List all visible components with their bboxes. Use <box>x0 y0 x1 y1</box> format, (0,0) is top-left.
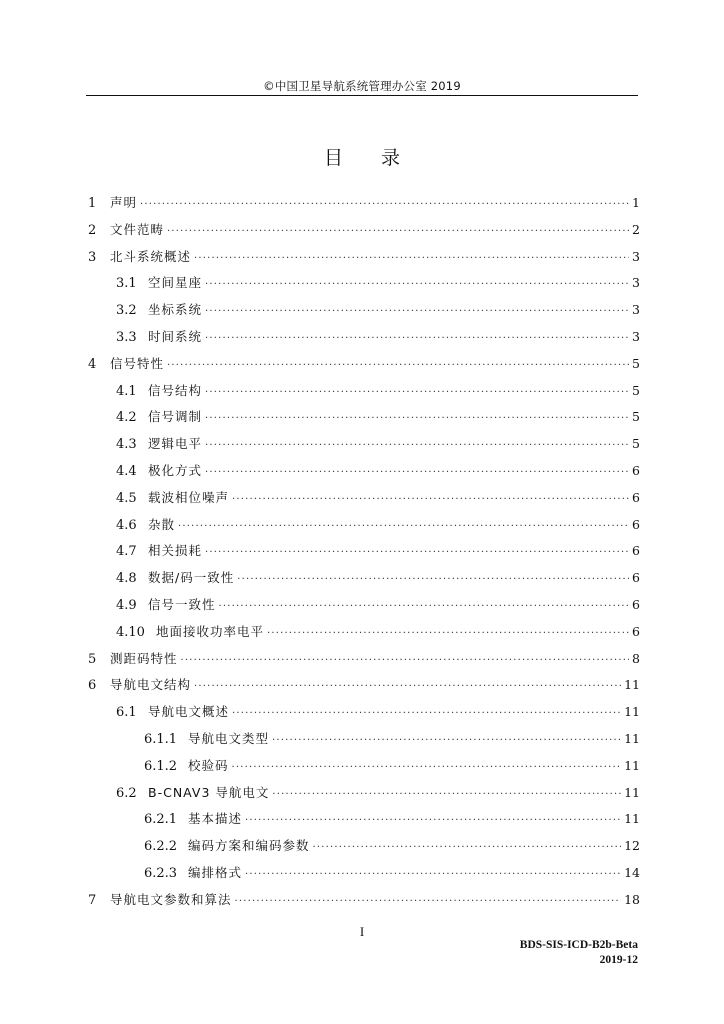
toc-entry-title: 载波相位噪声 <box>148 489 230 505</box>
toc-dot-leader <box>219 594 630 621</box>
toc-entry-title: 相关损耗 <box>148 543 203 559</box>
toc-entry[interactable] <box>88 244 640 271</box>
toc-entry-title: 逻辑电平 <box>148 436 203 452</box>
toc-entry-page: 6 <box>632 462 640 478</box>
header-divider <box>86 95 638 96</box>
toc-entry-number: 4.5 <box>116 490 137 506</box>
toc-entry[interactable] <box>88 270 640 297</box>
toc-entry-title: 北斗系统概述 <box>110 248 192 264</box>
toc-entry-page: 6 <box>632 570 640 586</box>
toc-entry-title: 地面接收功率电平 <box>156 623 265 639</box>
toc-entry-title: 基本描述 <box>188 811 243 827</box>
toc-entry-number: 6.1.2 <box>144 758 178 774</box>
toc-dot-leader <box>194 674 621 701</box>
toc-entry-page: 11 <box>624 677 640 693</box>
toc-entry-page: 12 <box>624 838 640 854</box>
toc-entry-page: 11 <box>624 730 640 746</box>
toc-entry-title: 导航电文结构 <box>110 677 192 693</box>
toc-entry[interactable] <box>88 860 640 887</box>
toc-dot-leader <box>205 433 629 460</box>
toc-entry-title: 信号调制 <box>148 409 203 425</box>
toc-entry-number: 4.8 <box>116 571 137 587</box>
toc-entry-number: 6.2.1 <box>144 812 178 828</box>
toc-entry[interactable] <box>88 726 640 753</box>
toc-dot-leader <box>205 460 629 487</box>
toc-entry-title: 测距码特性 <box>110 650 178 666</box>
toc-entry-title: 声明 <box>110 195 138 210</box>
toc-entry[interactable] <box>88 297 640 324</box>
toc-entry[interactable] <box>88 833 640 860</box>
toc-entry-title: 极化方式 <box>148 462 203 478</box>
toc-entry-page: 1 <box>632 195 640 210</box>
toc-entry-page: 6 <box>632 596 640 612</box>
toc-entry-page: 3 <box>632 328 640 344</box>
toc-entry-title: 数据/码一致性 <box>148 570 235 586</box>
toc-dot-leader <box>178 514 629 541</box>
toc-dot-leader <box>194 246 629 273</box>
toc-entry-page: 14 <box>624 864 640 880</box>
toc-dot-leader <box>205 326 629 353</box>
toc-entry-page: 18 <box>624 891 640 907</box>
toc-entry[interactable] <box>88 538 640 565</box>
toc-dot-leader <box>181 648 630 675</box>
toc-title: 目 录 <box>323 147 417 169</box>
toc-entry-number: 1 <box>88 196 97 211</box>
toc-entry-page: 11 <box>624 784 640 800</box>
toc-entry-page: 5 <box>632 355 640 371</box>
toc-entry-title: 空间星座 <box>148 275 203 291</box>
toc-dot-leader <box>205 299 629 326</box>
toc-entry-title: 导航电文类型 <box>188 730 270 746</box>
toc-entry-title: 导航电文参数和算法 <box>110 891 232 907</box>
toc-dot-leader <box>272 782 621 809</box>
toc-dot-leader <box>267 621 629 648</box>
toc-entry[interactable] <box>88 351 640 378</box>
toc-entry-title: 导航电文概述 <box>148 704 230 720</box>
toc-dot-leader <box>205 540 629 567</box>
toc-entry[interactable] <box>88 217 640 244</box>
toc-entry-title: 信号一致性 <box>148 596 216 612</box>
toc-entry-number: 4.1 <box>116 383 137 399</box>
toc-entry[interactable] <box>88 672 640 699</box>
toc-entry[interactable] <box>88 190 640 217</box>
toc-entry-page: 6 <box>632 516 640 532</box>
toc-entry[interactable] <box>88 431 640 458</box>
toc-entry-number: 4.6 <box>116 517 137 533</box>
toc-entry[interactable] <box>88 565 640 592</box>
toc-dot-leader <box>205 406 629 433</box>
toc-entry-number: 4 <box>88 356 97 372</box>
toc-entry-number: 6.1 <box>116 705 137 721</box>
toc-dot-leader <box>235 889 622 916</box>
toc-dot-leader <box>167 219 629 246</box>
toc-entry[interactable] <box>88 887 640 914</box>
toc-entry-page: 6 <box>632 489 640 505</box>
toc-entry-number: 6.1.1 <box>144 731 178 747</box>
toc-entry-title: 编排格式 <box>188 864 243 880</box>
toc-entry-number: 4.10 <box>116 624 145 640</box>
toc-entry[interactable] <box>88 753 640 780</box>
toc-dot-leader <box>272 728 621 755</box>
page-header: ©中国卫星导航系统管理办公室 2019 <box>263 79 461 93</box>
toc-dot-leader <box>245 808 621 835</box>
toc-dot-leader <box>232 487 629 514</box>
toc-entry-page: 3 <box>632 302 640 318</box>
toc-entry-title: 信号结构 <box>148 382 203 398</box>
toc-entry-number: 3.3 <box>116 329 137 345</box>
toc-entry-page: 3 <box>632 248 640 264</box>
toc-entry[interactable] <box>88 619 640 646</box>
toc-entry-page: 3 <box>632 275 640 291</box>
toc-entry[interactable] <box>88 324 640 351</box>
toc-entry-title: B-CNAV3 导航电文 <box>148 784 270 800</box>
document-id-block <box>520 938 638 968</box>
toc-entry-title: 杂散 <box>148 516 176 532</box>
toc-entry[interactable] <box>88 404 640 431</box>
toc-entry-number: 6.2.3 <box>144 865 178 881</box>
toc-entry-title: 编码方案和编码参数 <box>188 838 310 854</box>
toc-dot-leader <box>205 272 629 299</box>
toc-entry-number: 4.2 <box>116 410 137 426</box>
toc-entry-page: 8 <box>632 650 640 666</box>
toc-entry-page: 5 <box>632 382 640 398</box>
toc-entry[interactable] <box>88 485 640 512</box>
toc-entry[interactable] <box>88 780 640 807</box>
toc-entry[interactable] <box>88 592 640 619</box>
toc-entry-number: 3.2 <box>116 303 137 319</box>
toc-entry-number: 3.1 <box>116 276 137 292</box>
toc-entry-number: 6.2 <box>116 785 137 801</box>
toc-entry-page: 2 <box>632 221 640 237</box>
toc-dot-leader <box>313 835 622 862</box>
toc-entry-title: 文件范畴 <box>110 221 165 237</box>
toc-entry-number: 6 <box>88 678 97 694</box>
toc-entry-number: 4.7 <box>116 544 137 560</box>
toc-dot-leader <box>237 567 629 594</box>
toc-entry-page: 11 <box>624 704 640 720</box>
toc-entry[interactable] <box>88 512 640 539</box>
table-of-contents <box>88 190 640 914</box>
toc-entry-number: 4.9 <box>116 597 137 613</box>
document-date: 2019-12 <box>599 954 638 966</box>
toc-entry[interactable] <box>88 699 640 726</box>
toc-entry[interactable] <box>88 806 640 833</box>
toc-entry-number: 2 <box>88 222 97 238</box>
toc-entry-title: 校验码 <box>188 757 229 773</box>
toc-dot-leader <box>167 353 629 380</box>
toc-entry-page: 11 <box>624 757 640 773</box>
toc-entry-number: 5 <box>88 651 97 667</box>
toc-entry-title: 时间系统 <box>148 328 203 344</box>
toc-dot-leader <box>140 192 629 219</box>
toc-dot-leader <box>232 755 622 782</box>
toc-dot-leader <box>205 380 629 407</box>
toc-entry-title: 坐标系统 <box>148 302 203 318</box>
toc-entry-number: 3 <box>88 249 97 265</box>
toc-entry-number: 7 <box>88 892 97 908</box>
toc-entry-page: 5 <box>632 436 640 452</box>
toc-entry-page: 11 <box>624 811 640 827</box>
toc-entry-page: 6 <box>632 623 640 639</box>
toc-dot-leader <box>245 862 621 889</box>
toc-entry-number: 6.2.2 <box>144 839 178 855</box>
toc-entry[interactable] <box>88 378 640 405</box>
toc-entry-number: 4.3 <box>116 437 137 453</box>
toc-entry-page: 6 <box>632 543 640 559</box>
toc-entry[interactable] <box>88 646 640 673</box>
toc-dot-leader <box>232 701 621 728</box>
page-number: I <box>359 924 365 939</box>
toc-entry[interactable] <box>88 458 640 485</box>
toc-entry-number: 4.4 <box>116 463 137 479</box>
toc-entry-title: 信号特性 <box>110 355 165 371</box>
document-id: BDS-SIS-ICD-B2b-Beta <box>519 939 638 951</box>
toc-entry-page: 5 <box>632 409 640 425</box>
